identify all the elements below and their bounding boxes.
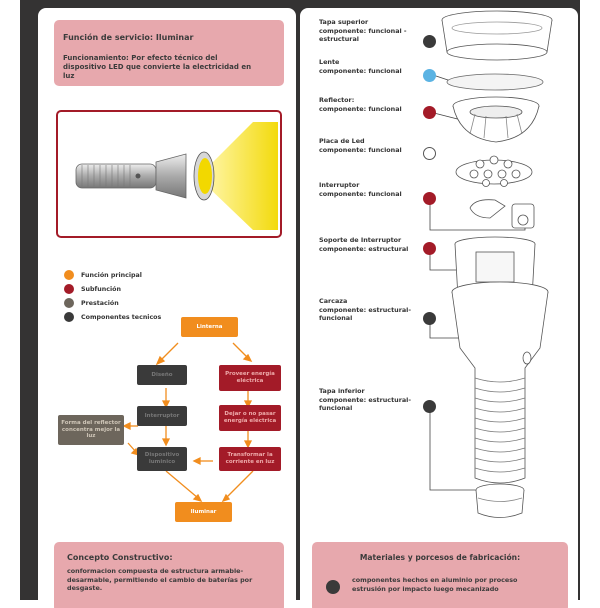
part-desc: componente: funcional - estructural bbox=[319, 26, 407, 44]
part-desc: componente: estructural bbox=[319, 244, 409, 253]
interruptor-part bbox=[470, 200, 534, 228]
flashlight-illustration bbox=[56, 110, 282, 238]
part-name: Tapa inferior bbox=[319, 387, 365, 395]
legend-item-sub bbox=[64, 284, 121, 294]
flow-node-interruptor: Interruptor bbox=[137, 406, 187, 426]
materials-box bbox=[312, 542, 568, 608]
part-desc: componente: funcional bbox=[319, 66, 402, 75]
part-dot-reflector bbox=[423, 106, 436, 119]
part-name: Reflector: bbox=[319, 96, 355, 104]
exploded-view bbox=[300, 8, 578, 528]
legend-label: Función principal bbox=[81, 271, 142, 279]
part-name: Lente bbox=[319, 58, 340, 66]
flashlight-drawing bbox=[58, 112, 284, 240]
lente-part bbox=[447, 74, 543, 90]
concept-text: conformacion compuesta de estructura armable-desarmable, permitiendo el cambio de baterías por desgaste. bbox=[67, 567, 253, 593]
part-dot-carcaza bbox=[423, 312, 436, 325]
tapa-superior-part bbox=[442, 11, 552, 60]
part-name: Placa de Led bbox=[319, 137, 365, 145]
legend-label: Subfunción bbox=[81, 285, 121, 293]
service-title: Función de servicio: Iluminar bbox=[63, 33, 194, 42]
part-desc: componente: funcional bbox=[319, 145, 402, 154]
part-name: Tapa superior bbox=[319, 18, 369, 26]
flow-node-forma: Forma del reflector concentra mejor la luz bbox=[58, 415, 124, 445]
operation-title: Funcionamiento: Por efecto técnico del dispositivo LED que convierte la electricidad en luz bbox=[63, 54, 252, 80]
part-dot-lente bbox=[423, 69, 436, 82]
flow-node-dispositivo: Dispositivo luminico bbox=[137, 447, 187, 471]
function-box bbox=[54, 20, 284, 86]
part-dot-placa-led bbox=[423, 147, 436, 160]
legend-dot bbox=[64, 284, 74, 294]
flow-node-transformar: Transformar la corriente en luz bbox=[219, 447, 281, 471]
flashlight-neck bbox=[156, 154, 186, 198]
flow-node-linterna: Linterna bbox=[181, 317, 238, 337]
part-name: Interruptor bbox=[319, 181, 360, 189]
flow-node-dejar: Dejar o no pasar energía eléctrica bbox=[219, 405, 281, 431]
part-desc: componente: estructural-funcional bbox=[319, 305, 411, 323]
part-desc: componente: funcional bbox=[319, 104, 402, 113]
placa-led-part bbox=[456, 156, 532, 187]
flow-node-iluminar: Iluminar bbox=[175, 502, 232, 522]
part-name: Soporte de Interruptor bbox=[319, 236, 402, 244]
part-dot-interruptor bbox=[423, 192, 436, 205]
reflector-part bbox=[453, 97, 539, 142]
led-face bbox=[198, 158, 212, 194]
part-name: Carcaza bbox=[319, 297, 348, 305]
legend-item-performance bbox=[64, 298, 119, 308]
tapa-inferior-part bbox=[476, 484, 524, 518]
legend-label: Prestación bbox=[81, 299, 119, 307]
part-dot-tapa-inferior bbox=[423, 400, 436, 413]
right-panel bbox=[300, 8, 578, 608]
materials-title: Materiales y porcesos de fabricación: bbox=[359, 553, 521, 562]
concept-box bbox=[54, 542, 284, 608]
legend-dot bbox=[64, 298, 74, 308]
legend-item-main bbox=[64, 270, 142, 280]
part-dot-soporte bbox=[423, 242, 436, 255]
legend-dot bbox=[64, 270, 74, 280]
light-beam bbox=[208, 122, 278, 230]
flow-node-proveer: Proveer energía eléctrica bbox=[219, 365, 281, 391]
flow-node-diseno: Diseño bbox=[137, 365, 187, 385]
carcaza-part bbox=[452, 282, 548, 483]
part-desc: componente: estructural-funcional bbox=[319, 395, 411, 413]
concept-title: Concepto Constructivo: bbox=[67, 553, 173, 562]
part-desc: componente: funcional bbox=[319, 189, 402, 198]
part-dot-tapa-superior bbox=[423, 35, 436, 48]
left-panel bbox=[38, 8, 296, 608]
materials-dot bbox=[326, 580, 340, 594]
materials-text: componentes hechos en aluminio por proceso estrusión por impacto luego mecanizado bbox=[352, 576, 518, 593]
legend-label: Componentes tecnicos bbox=[81, 313, 162, 321]
